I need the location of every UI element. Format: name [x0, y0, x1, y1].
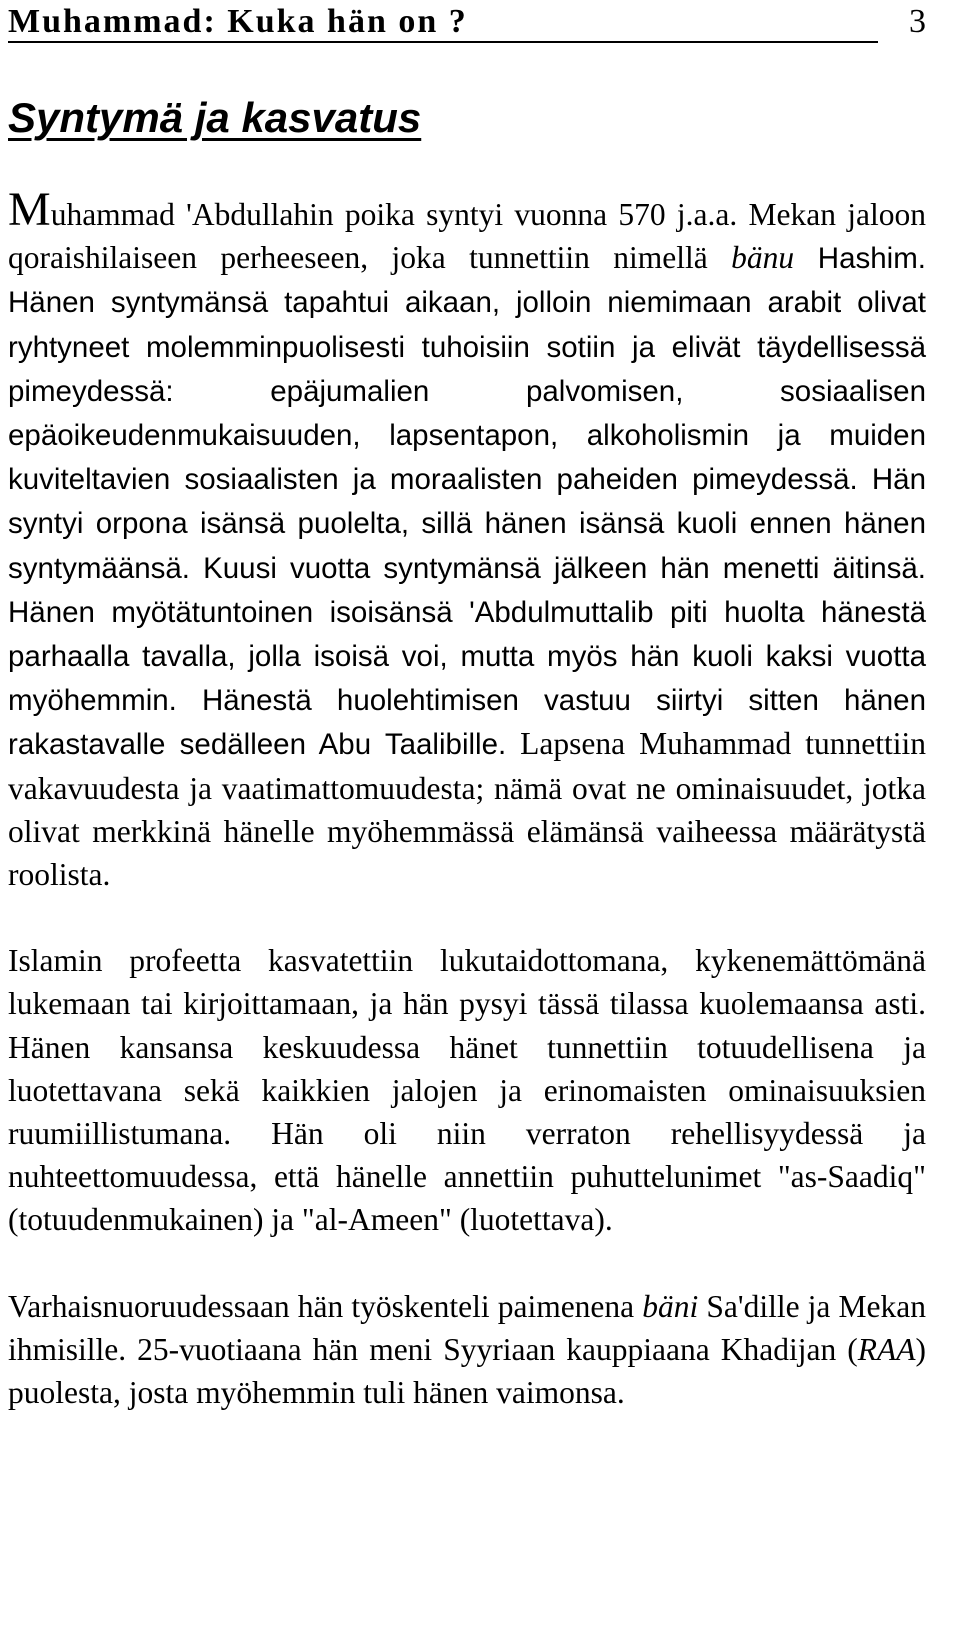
paragraph-youth-text-c: ) puolesta, josta myöhemmin tuli hänen vaimonsa.	[8, 1331, 926, 1411]
paragraph-youth-italic-2: RAA	[857, 1331, 916, 1367]
paragraph-youth-italic-1: bäni	[642, 1288, 699, 1324]
dropcap: M	[8, 183, 51, 236]
paragraph-youth	[8, 1285, 926, 1415]
paragraph-birth	[8, 183, 926, 896]
paragraph-birth-italic: bänu	[731, 240, 795, 276]
page-header	[8, 0, 926, 52]
paragraph-youth-text-a: Varhaisnuoruudessaan hän työskenteli paimenena	[8, 1288, 643, 1324]
body-text	[8, 183, 926, 1414]
paragraph-birth-text-a: uhammad 'Abdullahin poika syntyi vuonna 570 j.a.a. Mekan jaloon qoraishilaiseen perheeseen, joka tunnettiin nimellä	[8, 197, 926, 276]
section-heading: Syntymä ja kasvatus	[8, 94, 422, 141]
paragraph-character: Islamin profeetta kasvatettiin lukutaidottomana, kykenemättömänä lukemaan tai kirjoittamaan, ja hän pysyi tässä tilassa kuolemaansa asti. Hänen kansansa keskuudessa hänet tunnettiin totuudellisena ja luotettavana sekä kaikkien jalojen ja erinomaisten ominaisuuksien ruumiillistumana. Hän oli niin verraton rehellisyydessä ja nuhteettomuudessa, että hänelle annettiin puhuttelunimet "as-Saadiq" (totuudenmukainen) ja "al-Ameen" (luotettava).	[8, 943, 926, 1238]
paragraph-birth-text-b: Hashim. Hänen syntymänsä tapahtui aikaan, jolloin niemimaan arabit olivat ryhtyneet molemminpuolisesti tuhoisiin sotiin ja elivät täydellisessä pimeydessä: epäjumalien palvomisen, sosiaalisen epäoikeudenmukaisuuden, lapsentapon, alkoholismin ja muiden kuviteltavien sosiaalisten ja moraalisten paheiden pimeydessä. Hän syntyi orpona isänsä puolelta, sillä hänen isänsä kuoli ennen hänen syntymäänsä. Kuusi vuotta syntymänsä jälkeen hän menetti äitinsä. Hänen myötätuntoinen isoisänsä 'Abdulmuttalib piti huolta hänestä parhaalla tavalla, jolla isoisä voi, mutta myös hän kuoli kaksi vuotta myöhemmin. Hänestä huolehtimisen vastuu siirtyi sitten hänen rakastavalle sedälleen Abu Taalibille.	[8, 242, 926, 762]
paragraph-youth-text-b: Sa'dille ja Mekan ihmisille. 25-vuotiaana hän meni Syyriaan kauppiaana Khadijan (	[8, 1288, 926, 1367]
document-page	[8, 0, 926, 1414]
running-title: Muhammad: Kuka hän on ?	[8, 3, 468, 40]
paragraph-birth-text-c: Lapsena Muhammad tunnettiin vakavuudesta ja vaatimattomuudesta; nämä ovat ne ominaisuudet, jotka olivat merkkinä hänelle myöhemmässä elämänsä vaiheessa määrätystä roolista.	[8, 726, 926, 893]
header-rule	[8, 41, 878, 43]
page-number: 3	[909, 3, 926, 40]
